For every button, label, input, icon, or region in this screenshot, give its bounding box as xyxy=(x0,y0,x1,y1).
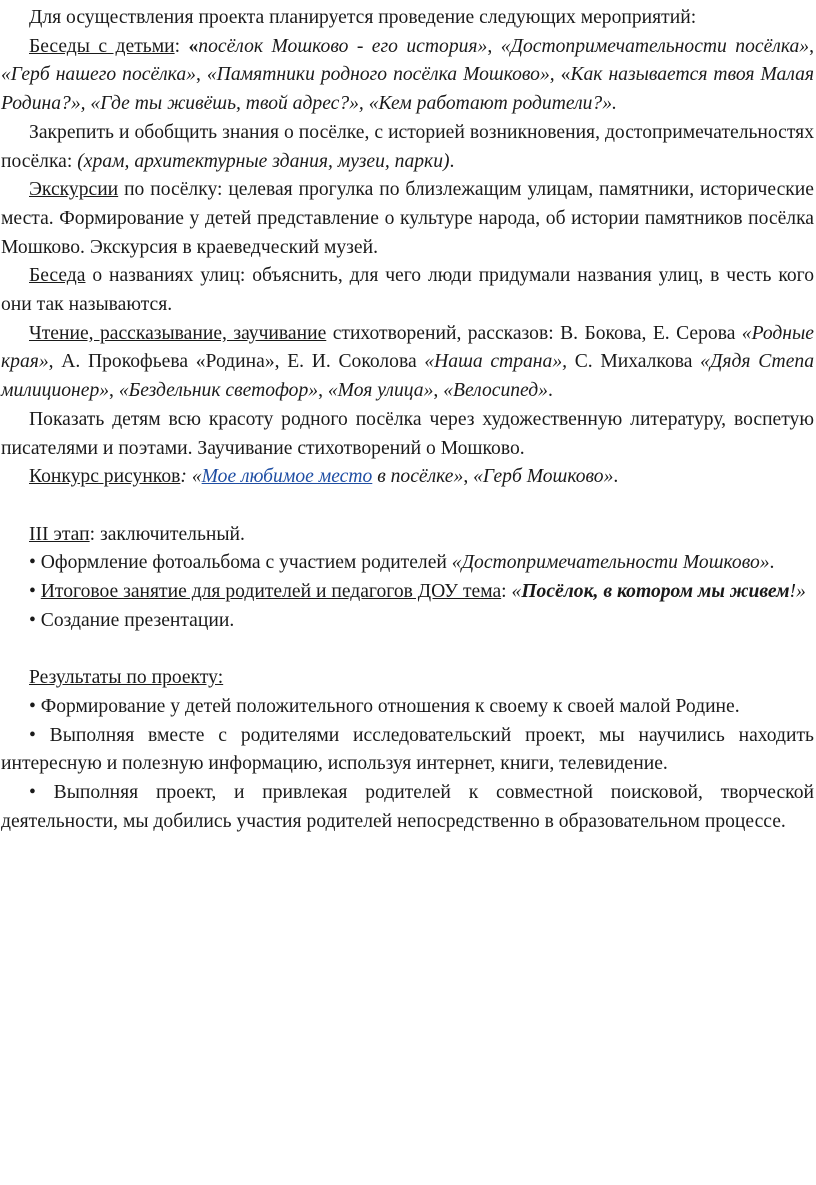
bullet-mark: • xyxy=(29,581,41,603)
literature-paragraph xyxy=(1,406,814,463)
contest-paragraph xyxy=(1,463,814,492)
spacer xyxy=(1,635,814,664)
stage3-label: III этап xyxy=(29,523,90,545)
consolidate-italic: (храм, архитектурные здания, музеи, парки) xyxy=(77,150,450,172)
separator: , xyxy=(109,380,119,402)
result-item xyxy=(1,779,814,836)
consolidate-text: Закрепить и обобщить знания о посёлке, с историей возникновения, достопримечательностях посёлка: xyxy=(1,121,814,172)
stage3-heading xyxy=(1,521,814,550)
talks-quote: « xyxy=(188,35,199,57)
separator: , xyxy=(318,380,328,402)
reading-text: , А. Прокофьева «Родина», Е. И. Соколова xyxy=(48,351,425,373)
literature-text: Показать детям всю красоту родного посёлка через художественную литературу, воспетую писателями и поэтами. Заучивание стихотворений о Мошково. xyxy=(1,408,814,459)
separator: : xyxy=(501,581,512,603)
period: . xyxy=(449,150,455,172)
result-item xyxy=(1,693,814,722)
favorite-place-link[interactable]: Мое любимое место xyxy=(201,466,373,488)
reading-paragraph xyxy=(1,320,814,406)
reading-text: стихотворений, рассказов: В. Бокова, Е. Серова xyxy=(326,322,742,344)
period: . xyxy=(547,380,553,402)
quote-end: !» xyxy=(789,581,806,603)
streets-paragraph xyxy=(1,262,814,319)
bullet-text: • Оформление фотоальбома с участием родителей xyxy=(29,552,452,574)
bullet-final-lesson xyxy=(1,578,814,607)
talk-topic-sights: «Достопримечательности посёлка» xyxy=(500,35,810,57)
streets-text: о названиях улиц: объяснить, для чего люди придумали названия улиц, в честь кого они так называются. xyxy=(1,265,814,316)
results-label: Результаты по проекту: xyxy=(29,667,224,689)
talk-topic-history: посёлок Мошково - его история» xyxy=(198,35,488,57)
separator: , xyxy=(463,466,474,488)
contest-topic-emblem: «Герб Мошково» xyxy=(473,466,614,488)
book-title: «Дядя Степа милиционер» xyxy=(1,351,814,402)
talk-topic-emblem: «Герб нашего посёлка» xyxy=(1,64,196,86)
talks-colon: : xyxy=(174,35,189,57)
contest-colon: : « xyxy=(180,466,202,488)
bullet-photo-album xyxy=(1,549,814,578)
results-heading xyxy=(1,664,814,693)
talks-paragraph xyxy=(1,33,814,119)
separator: « xyxy=(554,64,571,86)
result-item xyxy=(1,722,814,779)
consolidate-paragraph xyxy=(1,119,814,176)
spacer xyxy=(1,492,814,521)
talks-label: Беседы с детьми xyxy=(29,35,175,57)
intro-paragraph xyxy=(1,4,814,33)
separator: , xyxy=(809,35,815,57)
book-title: «Велосипед» xyxy=(443,380,548,402)
contest-topic-rest: в посёлке» xyxy=(372,466,464,488)
intro-text: Для осуществления проекта планируется проведение следующих мероприятий: xyxy=(29,7,697,28)
period: . xyxy=(769,552,775,574)
album-title: «Достопримечательности Мошково» xyxy=(451,552,770,574)
contest-label: Конкурс рисунков xyxy=(29,466,181,488)
final-lesson-topic: Посёлок, в котором мы живем xyxy=(521,581,790,603)
bullet-text: • Создание презентации. xyxy=(29,609,235,631)
final-lesson-label: Итоговое занятие для родителей и педагогов ДОУ тема xyxy=(40,581,502,603)
excursions-text: по посёлку: целевая прогулка по близлежащим улицам, памятники, исторические места. Формирование у детей представление о культуре народа, об истории памятников посёлка Мошково. Экскурсия в краеведческий музей. xyxy=(1,179,814,258)
streets-label: Беседа xyxy=(29,265,86,287)
result-text: • Выполняя вместе с родителями исследовательский проект, мы научились находить интересную и полезную информацию, используя интернет, книги, телевидение. xyxy=(1,724,814,775)
stage3-text: : заключительный. xyxy=(89,523,245,545)
book-title: «Наша страна», xyxy=(424,351,568,373)
talk-topic-homeland: Как называется твоя Малая Родина?», «Где ты живёшь, твой адрес?», «Кем работают родители?». xyxy=(1,64,815,115)
result-text: • Выполняя проект, и привлекая родителей к совместной поисковой, творческой деятельности, мы добились участия родителей непосредственно в образовательном процессе. xyxy=(1,781,814,832)
separator: , xyxy=(195,64,207,86)
excursions-paragraph xyxy=(1,176,814,262)
book-title: «Бездельник светофор» xyxy=(118,380,319,402)
talk-topic-monuments: «Памятники родного посёлка Мошково», xyxy=(206,64,555,86)
reading-label: Чтение, рассказывание, заучивание xyxy=(29,322,327,344)
result-text: • Формирование у детей положительного отношения к своему к своей малой Родине. xyxy=(29,695,740,717)
quote: « xyxy=(511,581,522,603)
book-title: «Моя улица» xyxy=(327,380,434,402)
reading-text: С. Михалкова xyxy=(567,351,701,373)
period: . xyxy=(613,466,619,488)
separator: , xyxy=(433,380,444,402)
separator: , xyxy=(487,35,501,57)
bullet-presentation xyxy=(1,607,814,636)
excursions-label: Экскурсии xyxy=(29,179,119,201)
book-title: «Родные края» xyxy=(1,322,814,373)
